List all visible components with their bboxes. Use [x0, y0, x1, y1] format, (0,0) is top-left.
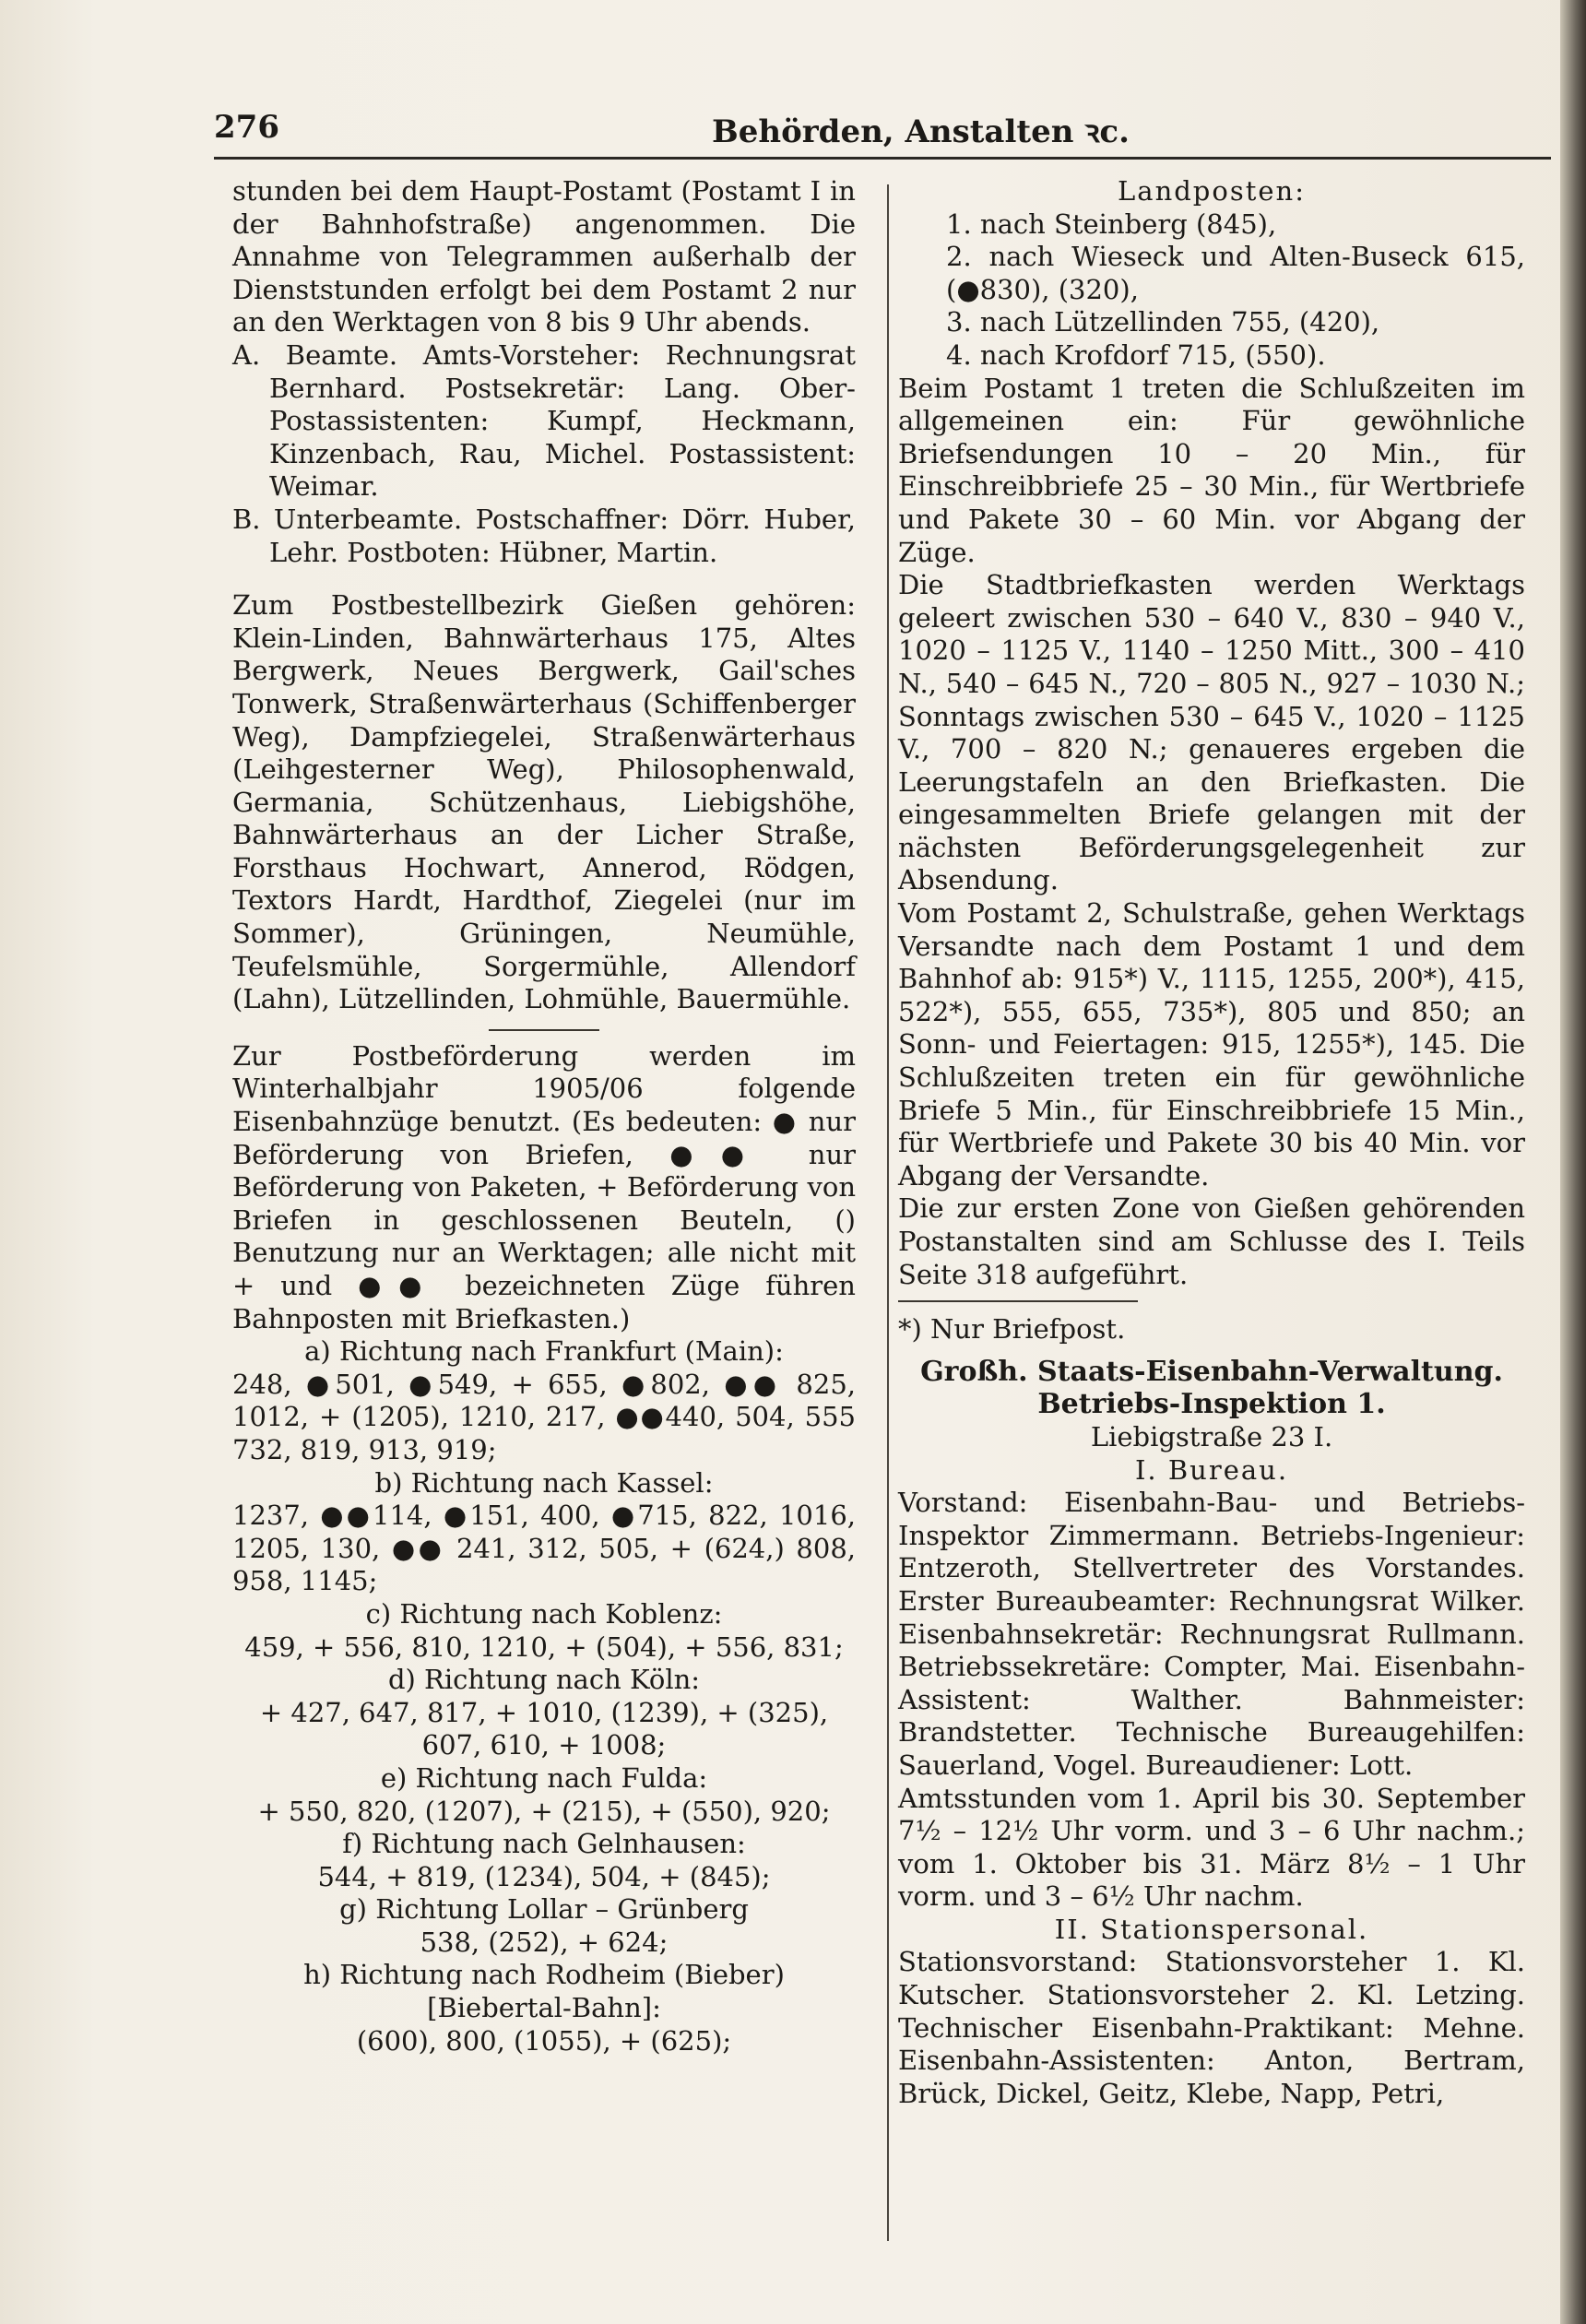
section-divider	[489, 1029, 599, 1031]
right-column	[898, 175, 1525, 2110]
route-heading: h) Richtung nach Rodheim (Bieber) [Biebertal-Bahn]:	[303, 1959, 785, 2024]
amtsstunden-paragraph: Amtsstunden vom 1. April bis 30. September 7½ – 12½ Uhr vorm. und 3 – 6 Uhr nachm.; vom 1. Oktober bis 31. März 8½ – 1 Uhr vorm. und 3 – 6½ Uhr nachm.	[898, 1782, 1525, 1913]
header-rule	[214, 157, 1551, 160]
landposten-list	[898, 208, 1525, 373]
page-header	[214, 103, 1551, 151]
verwaltung-heading: Großh. Staats-Eisenbahn-Verwaltung.	[920, 1355, 1503, 1388]
route-heading: d) Richtung nach Köln:	[387, 1664, 701, 1696]
route-times: (600), 800, (1055), + (625);	[356, 2024, 732, 2057]
route-heading: e) Richtung nach Fulda:	[380, 1761, 708, 1794]
footnote: *) Nur Briefpost.	[898, 1313, 1126, 1346]
bureau-paragraph: Vorstand: Eisenbahn-Bau- und Betriebs-Inspektor Zimmermann. Betriebs-Ingenieur: Entzeroth, Stellvertreter des Vorstandes. Erster Bureaubeamter: Rechnungsrat Wilker. Eisenbahnsekretär: Rechnungsrat Rullmann. Betriebssekretäre: Compter, Mai. Eisenbahn-Assistent: Walther. Bahnmeister: Brandstetter. Technische Bureaugehilfen: Sauerland, Vogel. Bureaudiener: Lott.	[898, 1487, 1525, 1781]
route-times: + 427, 647, 817, + 1010, (1239), + (325), 607, 610, + 1008;	[259, 1696, 829, 1761]
postamt2-paragraph: Vom Postamt 2, Schulstraße, gehen Werktags Versandte nach dem Postamt 1 und dem Bahnhof ab: 915*) V., 1115, 1255, 200*), 415, 522*), 555, 655, 735*), 805 und 850; an Sonn- und Feiertagen: 915, 1255*), 145. Die Schlußzeiten treten ein für gewöhnliche Briefe 5 Min., für Einschreibbriefe 15 Min., für Wertbriefe und Pakete 30 bis 40 Min. vor Abgang der Versandte.	[898, 897, 1525, 1192]
inspektion-heading: Betriebs-Inspektion 1.	[1037, 1388, 1386, 1421]
route-times: 538, (252), + 624;	[420, 1926, 669, 1958]
unterbeamte-paragraph: B. Unterbeamte. Postschaffner: Dörr. Huber, Lehr. Postboten: Hübner, Martin.	[232, 503, 856, 568]
list-item: 3. nach Lützellinden 755, (420),	[946, 306, 1380, 338]
book-binding-edge	[1560, 0, 1586, 2324]
stationspersonal-heading: II. Stationspersonal.	[1054, 1913, 1369, 1945]
stadtbriefkasten-paragraph: Die Stadtbriefkasten werden Werktags geleert zwischen 530 – 640 V., 830 – 940 V., 1020 – 1125 V., 1140 – 1250 Mitt., 300 – 410 N., 540 – 645 N., 720 – 805 N., 927 – 1030 N.; Sonntags zwischen 530 – 645 V., 1020 – 1125 V., 700 – 820 N.; genaueres ergeben die Leerungstafeln an den Briefkasten. Die eingesammelten Briefe gelangen mit der nächsten Beförderungsgelegenheit zur Absendung.	[898, 569, 1525, 896]
list-item: 4. nach Krofdorf 715, (550).	[946, 338, 1326, 371]
footnote-rule	[898, 1300, 1138, 1302]
bureau-heading: I. Bureau.	[1134, 1453, 1289, 1486]
bestellbezirk-paragraph: Zum Postbestellbezirk Gießen gehören: Klein-Linden, Bahnwärterhaus 175, Altes Bergwerk, Neues Bergwerk, Gail'sches Tonwerk, Straßenwärterhaus (Schiffenberger Weg), Dampfziegelei, Straßenwärterhaus (Leihgesterner Weg), Philosophenwald, Germania, Schützenhaus, Liebigshöhe, Bahnwärterhaus an der Licher Straße, Forsthaus Hochwart, Annerod, Rödgen, Textors Hardt, Hardthof, Ziegelei (nur im Sommer), Grüningen, Neumühle, Teufelsmühle, Sorgermühle, Allendorf (Lahn), Lützellinden, Lohmühle, Bauermühle.	[232, 589, 856, 1015]
beamte-paragraph: A. Beamte. Amts-Vorsteher: Rechnungsrat Bernhard. Postsekretär: Lang. Ober-Postassistenten: Kumpf, Heckmann, Kinzenbach, Rau, Michel. Postassistent: Weimar.	[232, 338, 856, 503]
route-times: 459, + 556, 810, 1210, + (504), + 556, 831;	[244, 1630, 844, 1663]
list-item: 1. nach Steinberg (845),	[946, 208, 1277, 240]
route-heading: b) Richtung nach Kassel:	[374, 1466, 714, 1499]
route-times: 248, ●501, ●549, + 655, ●802, ●● 825, 1012, + (1205), 1210, 217, ●●440, 504, 555 732, 819, 913, 919;	[232, 1368, 856, 1465]
landposten-heading: Landposten:	[1118, 175, 1306, 207]
route-times: 544, + 819, (1234), 504, + (845);	[317, 1860, 771, 1892]
route-times: + 550, 820, (1207), + (215), + (550), 920;	[257, 1795, 831, 1827]
schlusszeiten-paragraph: Beim Postamt 1 treten die Schlußzeiten im allgemeinen ein: Für gewöhnliche Briefsendungen 10 – 20 Min., für Einschreibbriefe 25 – 30 Min., für Wertbriefe und Pakete 30 – 60 Min. vor Abgang der Züge.	[898, 372, 1525, 568]
postamt-hours-text: stunden bei dem Haupt-Postamt (Postamt I in der Bahnhofstraße) angenommen. Die Annahme von Telegrammen außerhalb der Dienststunden erfolgt bei dem Postamt 2 nur an den Werktagen von 8 bis 9 Uhr abends.	[232, 175, 856, 338]
inspektion-address: Liebigstraße 23 I.	[1090, 1420, 1333, 1452]
route-list	[232, 1335, 856, 2057]
route-heading: c) Richtung nach Koblenz:	[365, 1597, 723, 1630]
page-number: 276	[214, 109, 279, 146]
route-heading: a) Richtung nach Frankfurt (Main):	[304, 1335, 784, 1368]
running-title: Behörden, Anstalten ꝛc.	[712, 113, 1130, 150]
route-heading: f) Richtung nach Gelnhausen:	[342, 1828, 746, 1860]
zone-paragraph: Die zur ersten Zone von Gießen gehörenden Postanstalten sind am Schlusse des I. Teils Seite 318 aufgeführt.	[898, 1192, 1525, 1290]
postbefoerderung-paragraph: Zur Postbeförderung werden im Winterhalbjahr 1905/06 folgende Eisenbahnzüge benutzt. (Es bedeuten: ● nur Beförderung von Briefen, ●● nur Beförderung von Paketen, + Beförderung von Briefen in geschlossenen Beuteln, () Benutzung nur an Werktagen; alle nicht mit + und ●● bezeichneten Züge führen Bahnposten mit Briefkasten.)	[232, 1039, 856, 1334]
column-divider	[887, 184, 889, 2241]
list-item: 2. nach Wieseck und Alten-Buseck 615, (●830), (320),	[946, 241, 1525, 305]
stationspersonal-paragraph: Stationsvorstand: Stationsvorsteher 1. Kl. Kutscher. Stationsvorsteher 2. Kl. Letzing. Technischer Eisenbahn-Praktikant: Mehne. Eisenbahn-Assistenten: Anton, Bertram, Brück, Dickel, Geitz, Klebe, Napp, Petri,	[898, 1946, 1525, 2109]
left-column	[232, 175, 856, 2057]
route-times: 1237, ●●114, ●151, 400, ●715, 822, 1016, 1205, 130, ●● 241, 312, 505, + (624,) 808, 958, 1145;	[232, 1500, 856, 1597]
route-heading: g) Richtung Lollar – Grünberg	[339, 1893, 749, 1926]
